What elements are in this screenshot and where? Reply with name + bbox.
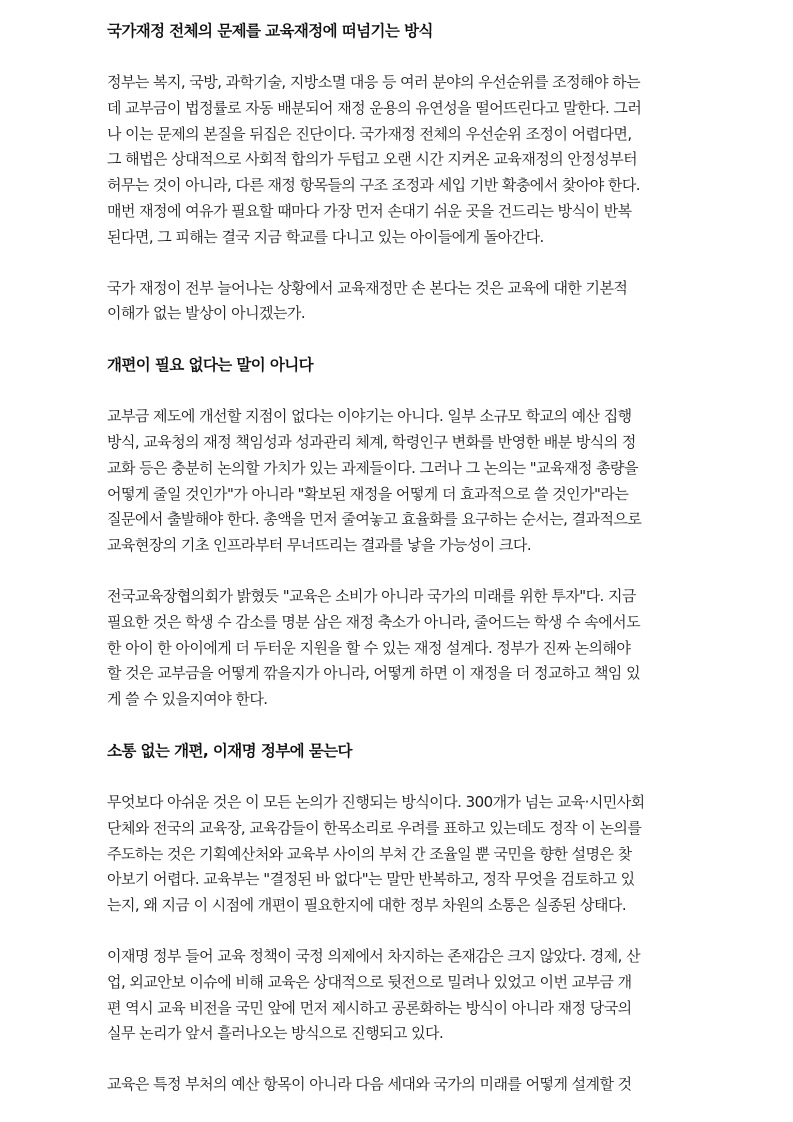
text-line: 질문에서 출발해야 한다. 총액을 먼저 줄여놓고 효율화를 요구하는 순서는, 결과적으로 [107,510,642,529]
text-line: 교화 등은 충분히 논의할 가치가 있는 과제들이다. 그러나 그 논의는 "교육재정 총량을 [107,458,638,477]
text-line: 정부는 복지, 국방, 과학기술, 지방소멸 대응 등 여러 분야의 우선순위를 조정해야 하는 [107,73,641,91]
text-line: 실무 논리가 앞서 흘러나오는 방식으로 진행되고 있다. [107,1024,444,1043]
text-line: 필요한 것은 학생 수 감소를 명분 삼은 재정 축소가 아니라, 줄어드는 학생 수 속에서도 [107,612,641,631]
text-line: 데 교부금이 법정률로 자동 배분되어 재정 운용의 유연성을 떨어뜨린다고 말한다. 그러 [107,98,642,117]
text-line: 게 쓸 수 있을지여야 한다. [107,690,268,709]
text-line: 매번 재정에 여유가 필요할 때마다 가장 먼저 손대기 쉬운 곳을 건드리는 방식이 반복 [107,201,632,220]
text-line: 된다면, 그 피해는 결국 지금 학교를 다니고 있는 아이들에게 돌아간다. [107,227,544,246]
text-line: 방식, 교육청의 재정 책임성과 성과관리 체계, 학령인구 변화를 반영한 배분 방식의 정 [107,432,636,451]
paragraph [107,790,693,919]
text-line: 나 이는 문제의 본질을 뒤집은 진단이다. 국가재정 전체의 우선순위 조정이 어렵다면, [107,124,632,143]
paragraph [107,1072,693,1098]
text-line: 무엇보다 아쉬운 것은 이 모든 논의가 진행되는 방식이다. 300개가 넘는 교육·시민사회 [107,792,645,811]
text-line: 할 것은 교부금을 어떻게 깎을지가 아니라, 어떻게 하면 이 재정을 더 정교하고 책임 있 [107,664,641,683]
text-line: 국가 재정이 전부 늘어나는 상황에서 교육재정만 손 본다는 것은 교육에 대한 기본적 [107,278,628,297]
section-heading: 소통 없는 개편, 이재명 정부에 묻는다 [107,741,352,760]
text-line: 업, 외교안보 이슈에 비해 교육은 상대적으로 뒷전으로 밀려나 있었고 이번 교부금 개 [107,972,632,991]
text-line: 단체와 전국의 교육장, 교육감들이 한목소리로 우려를 표하고 있는데도 정작 이 논의를 [107,818,642,837]
text-line: 허무는 것이 아니라, 다른 재정 항목들의 구조 조정과 세입 기반 확충에서 찾아야 한다. [107,176,641,195]
text-line: 이해가 없는 발상이 아니겠는가. [107,304,306,323]
text-line: 편 역시 교육 비전을 국민 앞에 먼저 제시하고 공론화하는 방식이 아니라 재정 당국의 [107,998,632,1017]
paragraph [107,944,693,1047]
section-heading: 개편이 필요 없다는 말이 아니다 [107,356,314,375]
section-heading: 국가재정 전체의 문제를 교육재정에 떠넘기는 방식 [107,22,433,40]
article-body [107,18,693,1098]
text-line: 그 해법은 상대적으로 사회적 합의가 두텁고 오랜 시간 지켜온 교육재정의 안정성부터 [107,150,638,169]
paragraph [107,70,693,251]
paragraph [107,276,693,328]
text-line: 는지, 왜 지금 이 시점에 개편이 필요한지에 대한 정부 차원의 소통은 실종된 상태다. [107,896,627,915]
text-line: 아보기 어렵다. 교육부는 "결정된 바 없다"는 말만 반복하고, 정작 무엇을 검토하고 있 [107,870,635,889]
text-line: 한 아이 한 아이에게 더 두터운 지원을 할 수 있는 재정 설계다. 정부가 진짜 논의해야 [107,638,631,657]
text-line: 어떻게 줄일 것인가"가 아니라 "확보된 재정을 어떻게 더 효과적으로 쓸 것인가"라는 [107,484,629,503]
text-line: 주도하는 것은 기획예산처와 교육부 사이의 부처 간 조율일 뿐 국민을 향한 설명은 찾 [107,844,632,863]
text-line: 이재명 정부 들어 교육 정책이 국정 의제에서 차지하는 존재감은 크지 않았다. 경제, 산 [107,946,641,965]
text-line: 교육은 특정 부처의 예산 항목이 아니라 다음 세대와 국가의 미래를 어떻게 설계할 것 [107,1075,632,1094]
text-line: 교부금 제도에 개선할 지점이 없다는 이야기는 아니다. 일부 소규모 학교의 예산 집행 [107,407,632,426]
paragraph [107,404,693,559]
paragraph [107,584,693,713]
text-line: 교육현장의 기초 인프라부터 무너뜨리는 결과를 낳을 가능성이 크다. [107,536,532,555]
text-line: 전국교육장협의회가 밝혔듯 "교육은 소비가 아니라 국가의 미래를 위한 투자"다. 지금 [107,586,636,605]
